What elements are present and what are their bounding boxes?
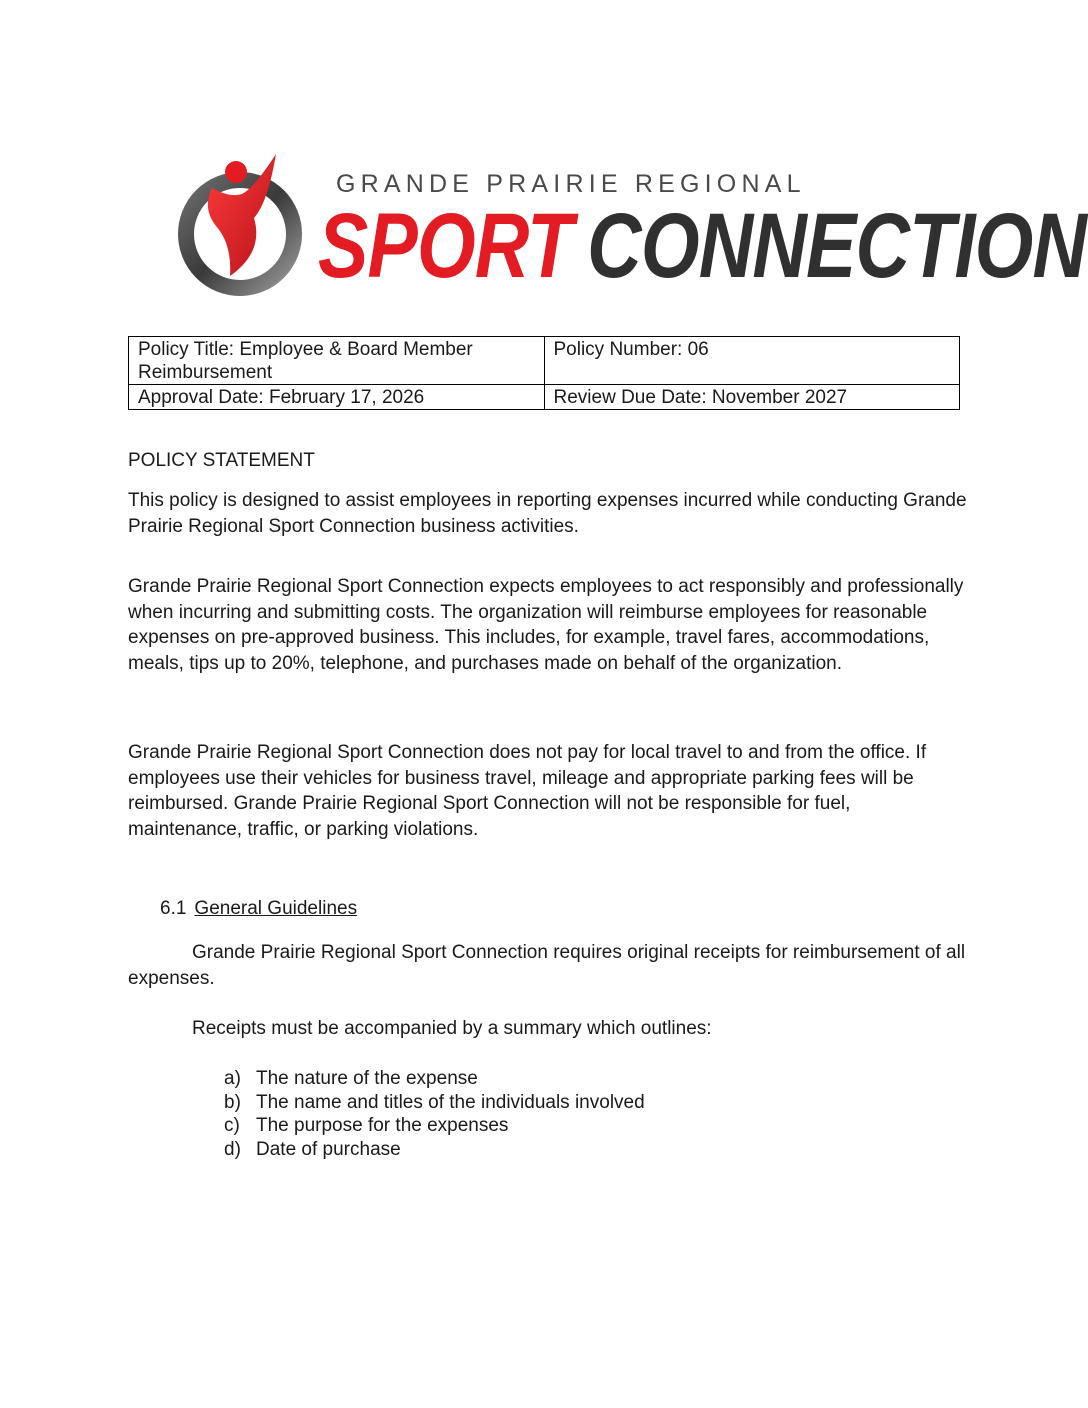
logo-word-connection: CONNECTION [587,195,1087,297]
list-item [224,1138,645,1162]
guideline-paragraph: Receipts must be accompanied by a summary which outlines: [192,1018,712,1039]
list-item-text: The name and titles of the individuals involved [256,1091,645,1113]
logo-word-sport: SPORT [318,195,573,297]
policy-title-cell: Policy Title: Employee & Board Member Reimbursement [129,337,545,385]
policy-paragraph: This policy is designed to assist employees in reporting expenses incurred while conducting Grande Prairie Regional Sport Connection business activities. [128,490,967,537]
organization-logo [172,148,1087,300]
list-marker: b) [224,1091,241,1113]
list-marker: c) [224,1115,240,1136]
logo-wordmark [318,195,1087,297]
policy-number-cell: Policy Number: 06 [544,337,960,385]
summary-requirements-list [224,1067,645,1161]
section-heading-6-1 [160,896,357,921]
policy-statement-heading: POLICY STATEMENT [128,450,315,471]
list-marker: d) [224,1138,241,1160]
review-due-date-cell: Review Due Date: November 2027 [544,385,960,410]
list-item-text: The nature of the expense [256,1068,478,1089]
policy-info-table [128,336,960,410]
section-title: General Guidelines [194,898,358,919]
section-number: 6.1 [160,898,187,919]
list-marker: a) [224,1068,241,1089]
list-item-text: Date of purchase [256,1138,401,1160]
table-row [129,385,960,410]
list-item [224,1091,645,1115]
policy-paragraph: Grande Prairie Regional Sport Connection does not pay for local travel to and from the office. If employees use their vehicles for business travel, mileage and appropriate parking fees will be reimbursed. Grande Prairie Regional Sport Connection will not be responsible for fuel, maintenance, traffic, or parking violations. [128,742,927,840]
table-row [129,337,960,385]
logo-emblem-icon [172,148,312,300]
list-item [224,1067,645,1091]
list-item [224,1114,645,1138]
logo-subtitle: GRANDE PRAIRIE REGIONAL [336,170,806,198]
list-item-text: The purpose for the expenses [256,1115,509,1136]
policy-paragraph: Grande Prairie Regional Sport Connection expects employees to act responsibly and professionally when incurring and submitting costs. The organization will reimburse employees for reasonable expenses on pre-approved business. This includes, for example, travel fares, accommodations, meals, tips up to 20%, telephone, and purchases made on behalf of the organization. [128,576,964,674]
guideline-paragraph: Grande Prairie Regional Sport Connection requires original receipts for reimbursement of all expenses. [128,942,966,989]
approval-date-cell: Approval Date: February 17, 2026 [129,385,545,410]
